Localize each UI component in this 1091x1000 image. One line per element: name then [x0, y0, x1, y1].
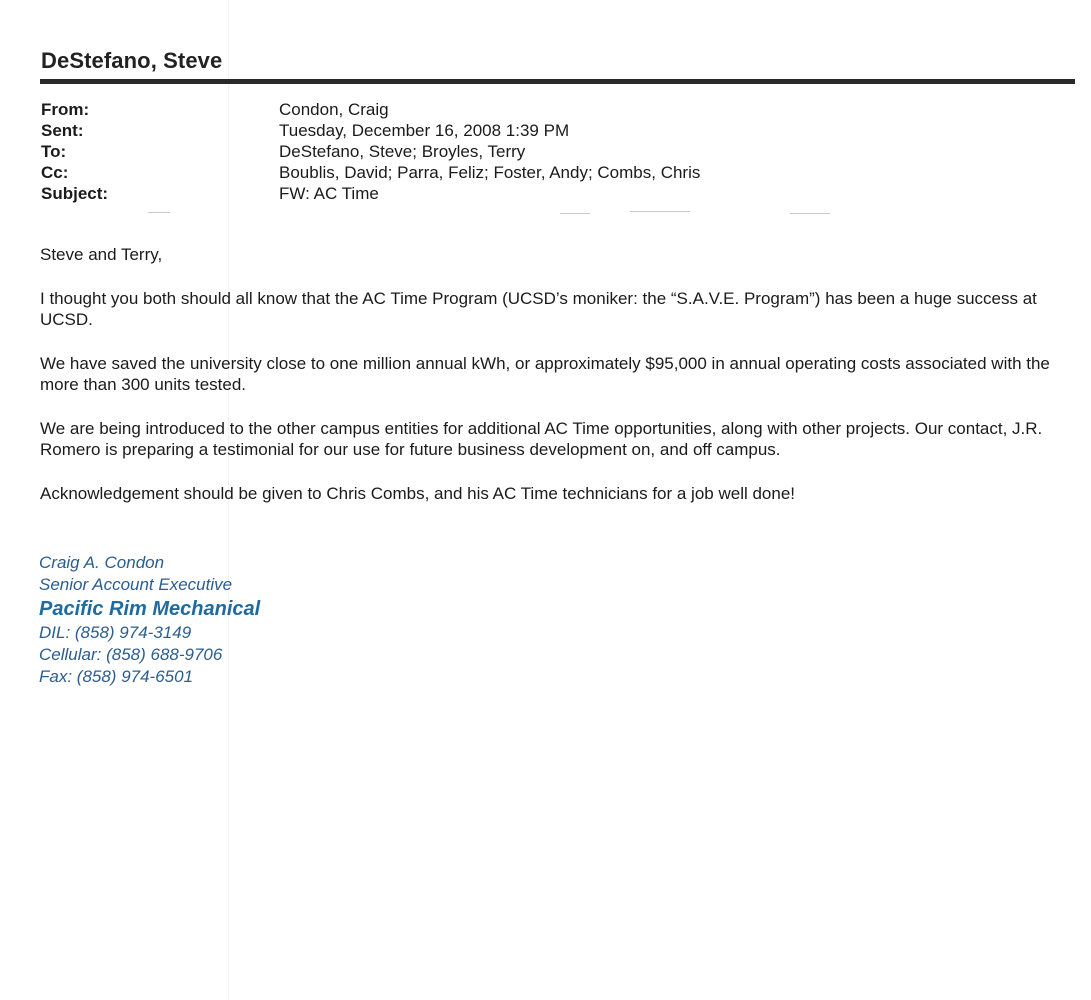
- signature-fax: Fax: (858) 974-6501: [39, 667, 194, 686]
- subject-label: Subject:: [41, 184, 109, 203]
- signature-cellular-phone: Cellular: (858) 688-9706: [39, 645, 223, 664]
- subject-value: FW: AC Time: [279, 184, 379, 203]
- header-row-from: [41, 99, 1041, 120]
- email-body: [40, 244, 1070, 527]
- signature-dil-phone: DIL: (858) 974-3149: [39, 623, 192, 642]
- body-paragraph: I thought you both should all know that the AC Time Program (UCSD’s moniker: the “S.A.V.E. Program”) has been a huge success at UCSD.: [40, 289, 1037, 329]
- greeting: Steve and Terry,: [40, 245, 163, 264]
- to-label: To:: [41, 142, 67, 161]
- sent-label: Sent:: [41, 121, 84, 140]
- cc-value: Boublis, David; Parra, Feliz; Foster, Andy; Combs, Chris: [279, 163, 701, 182]
- scan-speck: [148, 212, 170, 213]
- email-signature: [39, 552, 260, 688]
- header-divider: [40, 79, 1075, 84]
- body-paragraph: We have saved the university close to one million annual kWh, or approximately $95,000 in annual operating costs associated with the more than 300 units tested.: [40, 354, 1050, 394]
- cc-label: Cc:: [41, 163, 69, 182]
- header-row-sent: [41, 120, 1041, 141]
- email-header: [41, 99, 1041, 204]
- mailbox-owner-name: DeStefano, Steve: [41, 48, 223, 73]
- to-value: DeStefano, Steve; Broyles, Terry: [279, 142, 526, 161]
- scan-speck: [560, 213, 590, 214]
- header-row-to: [41, 141, 1041, 162]
- scan-speck: [630, 211, 690, 212]
- from-label: From:: [41, 100, 90, 119]
- scan-speck: [790, 213, 830, 214]
- header-row-subject: [41, 183, 1041, 204]
- signature-name: Craig A. Condon: [39, 553, 165, 572]
- from-value: Condon, Craig: [279, 100, 389, 119]
- body-paragraph: Acknowledgement should be given to Chris Combs, and his AC Time technicians for a job well done!: [40, 484, 796, 503]
- signature-company: Pacific Rim Mechanical: [39, 598, 261, 620]
- body-paragraph: We are being introduced to the other campus entities for additional AC Time opportunities, along with other projects. Our contact, J.R. Romero is preparing a testimonial for our use for future business development on, and off campus.: [40, 419, 1043, 459]
- sent-value: Tuesday, December 16, 2008 1:39 PM: [279, 121, 570, 140]
- header-row-cc: [41, 162, 1041, 183]
- signature-title: Senior Account Executive: [39, 575, 233, 594]
